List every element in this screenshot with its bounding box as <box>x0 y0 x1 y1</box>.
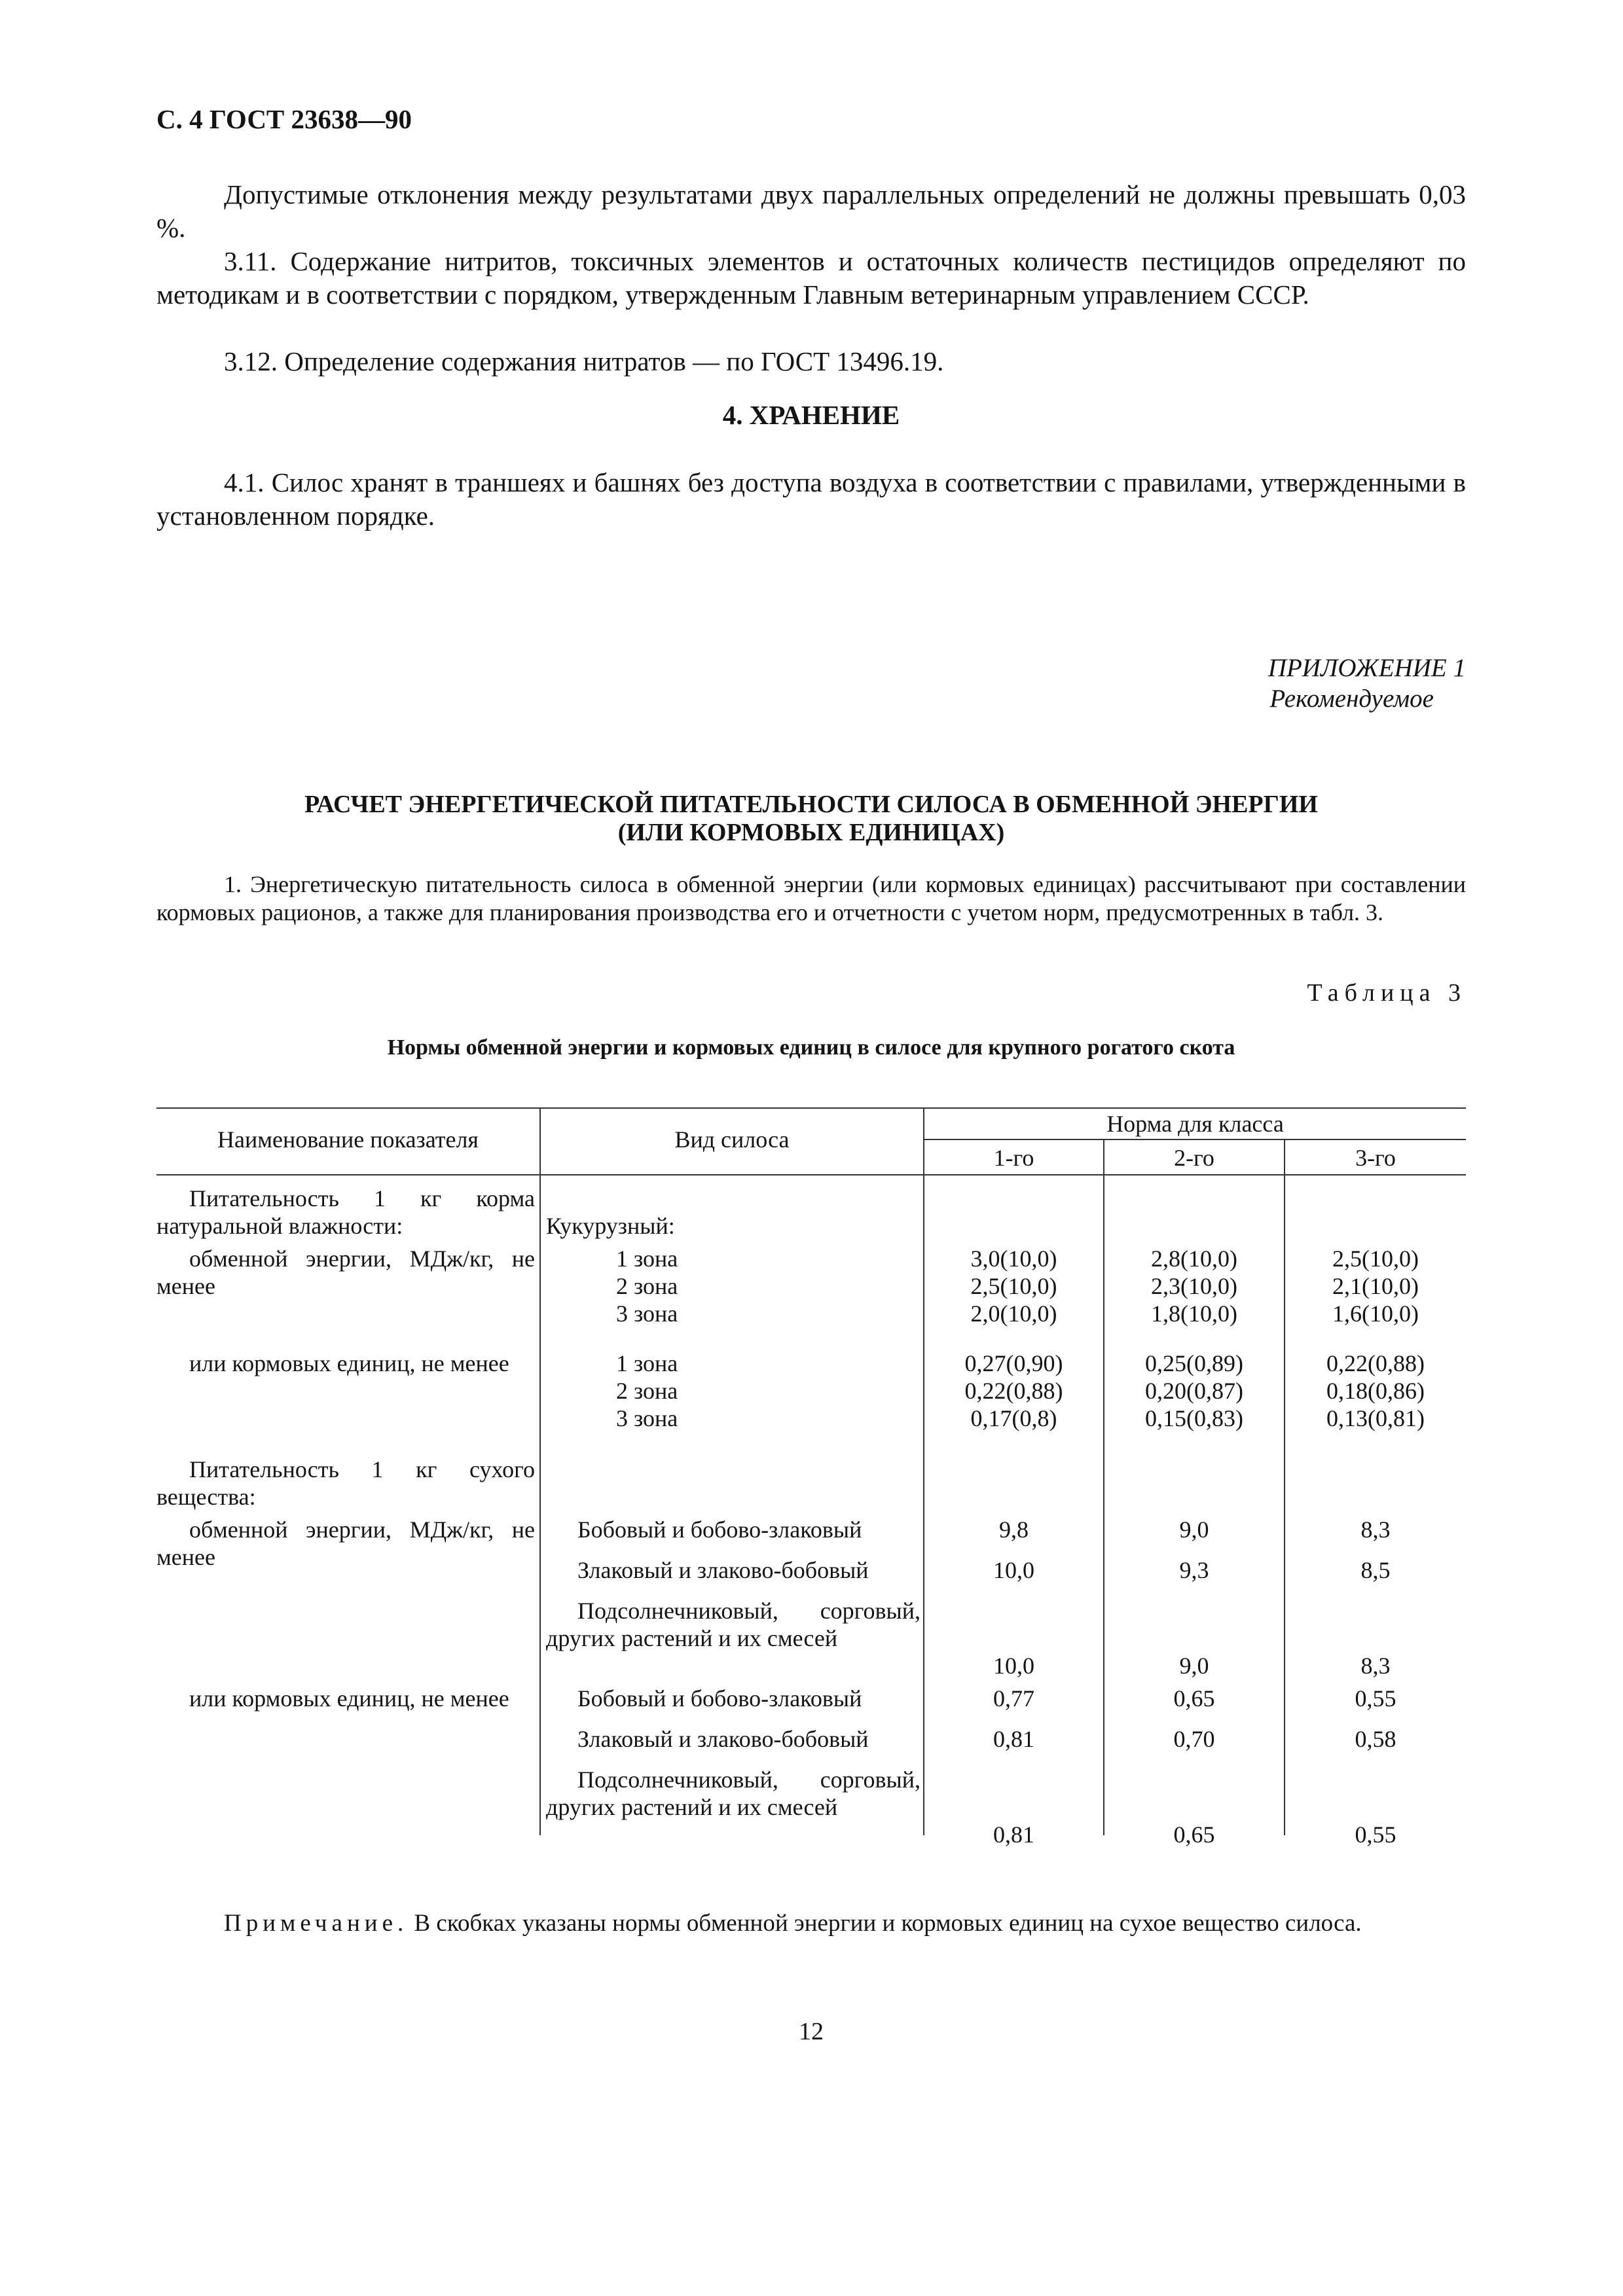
section-title-storage: 4. ХРАНЕНИЕ <box>722 400 900 430</box>
type-zone-1a: 1 зона <box>616 1246 678 1272</box>
header-indicator: Наименование показателя <box>217 1126 479 1153</box>
value-cell: 0,25(0,89) <box>1145 1350 1243 1376</box>
table-number: Таблица 3 <box>1307 979 1467 1007</box>
page-header: С. 4 ГОСТ 23638—90 <box>156 104 412 134</box>
value-cell: 0,13(0,81) <box>1326 1405 1425 1431</box>
appendix-paragraph-1: 1. Энергетическую питательность силоса в обменной энергии (или кормовых единицах) рассчитывают при составлении кормовых рационов, а также для планирования производства его и отчетности с учетом норм, предусмотренных в табл. 3. <box>156 871 1466 925</box>
page-number: 12 <box>799 2018 824 2045</box>
value-cell: 0,27(0,90) <box>964 1350 1063 1376</box>
indicator-fresh-energy: обменной энергии, МДж/кг, не менее <box>156 1246 535 1299</box>
type-grass-a: Злаковый и злаково-бобовый <box>577 1557 869 1583</box>
note-text: В скобках указаны нормы обменной энергии и кормовых единиц на сухое вещество силоса. <box>414 1910 1362 1937</box>
value-cell: 0,77 <box>993 1685 1034 1712</box>
value-cell: 0,81 <box>993 1726 1034 1752</box>
value-cell: 0,81 <box>993 1821 1034 1848</box>
type-zone-2a: 2 зона <box>616 1273 678 1299</box>
value-cell: 3,0(10,0) <box>970 1246 1057 1272</box>
value-cell: 0,65 <box>1173 1821 1215 1848</box>
appendix-status: Рекомендуемое <box>1269 685 1434 713</box>
value-cell: 0,22(0,88) <box>1326 1350 1425 1376</box>
header-class-3: 3-го <box>1355 1145 1396 1171</box>
value-cell: 8,3 <box>1360 1516 1391 1543</box>
type-zone-3b: 3 зона <box>616 1405 678 1431</box>
paragraph-deviation: Допустимые отклонения между результатами двух параллельных определений не должны превышать 0,03 %. <box>156 179 1466 243</box>
norms-table <box>156 1107 1466 1848</box>
type-grass-b: Злаковый и злаково-бобовый <box>577 1726 869 1752</box>
type-sunflower-a: Подсолнечниковый, сорговый, других растений и их смесей <box>546 1598 921 1651</box>
header-bottom-line <box>156 1174 1466 1175</box>
paragraph-3-11: 3.11. Содержание нитритов, токсичных элементов и остаточных количеств пестицидов определяют по методикам и в соответствии с порядком, утвержденным Главным ветеринарным управлением СССР. <box>156 246 1466 310</box>
value-cell: 2,0(10,0) <box>970 1300 1057 1327</box>
value-cell: 10,0 <box>993 1557 1034 1583</box>
value-cell: 9,3 <box>1179 1557 1209 1583</box>
value-cell: 2,5(10,0) <box>1332 1246 1419 1272</box>
value-cell: 8,3 <box>1360 1653 1391 1679</box>
value-cell: 0,55 <box>1355 1685 1396 1712</box>
indicator-dry: Питательность 1 кг сухого вещества: <box>156 1456 535 1510</box>
value-cell: 2,5(10,0) <box>970 1273 1057 1299</box>
table-note <box>156 1908 1466 1939</box>
value-cell: 0,70 <box>1173 1726 1215 1752</box>
header-class-1: 1-го <box>993 1145 1034 1171</box>
type-legume-a: Бобовый и бобово-злаковый <box>577 1516 862 1543</box>
value-cell: 8,5 <box>1360 1557 1391 1583</box>
type-legume-b: Бобовый и бобово-злаковый <box>577 1685 862 1712</box>
paragraph-3-12: 3.12. Определение содержания нитратов — по ГОСТ 13496.19. <box>224 346 944 376</box>
value-cell: 9,0 <box>1179 1516 1209 1543</box>
type-corn: Кукурузный: <box>546 1213 675 1239</box>
value-cell: 0,17(0,8) <box>970 1405 1057 1431</box>
value-cell: 0,20(0,87) <box>1145 1378 1243 1404</box>
type-zone-1b: 1 зона <box>616 1350 678 1376</box>
value-cell: 0,15(0,83) <box>1145 1405 1243 1431</box>
table-title: Нормы обменной энергии и кормовых единиц в силосе для крупного рогатого скота <box>387 1035 1235 1060</box>
appendix-label: ПРИЛОЖЕНИЕ 1 <box>1267 654 1466 682</box>
header-class-2: 2-го <box>1174 1145 1214 1171</box>
value-cell: 1,6(10,0) <box>1332 1300 1419 1327</box>
note-label: Примечание. <box>224 1910 409 1937</box>
value-cell: 1,8(10,0) <box>1151 1300 1237 1327</box>
value-cell: 10,0 <box>993 1653 1034 1679</box>
type-sunflower-b: Подсолнечниковый, сорговый, других растений и их смесей <box>546 1767 921 1820</box>
value-cell: 2,8(10,0) <box>1151 1246 1237 1272</box>
value-cell: 0,55 <box>1355 1821 1396 1848</box>
value-cell: 0,65 <box>1173 1685 1215 1712</box>
value-cell: 0,58 <box>1355 1726 1396 1752</box>
appendix-title-line1: РАСЧЕТ ЭНЕРГЕТИЧЕСКОЙ ПИТАТЕЛЬНОСТИ СИЛОСА В ОБМЕННОЙ ЭНЕРГИИ <box>304 791 1318 818</box>
value-cell: 9,0 <box>1179 1653 1209 1679</box>
type-zone-2b: 2 зона <box>616 1378 678 1404</box>
indicator-fresh: Питательность 1 кг корма натуральной влажности: <box>156 1185 535 1239</box>
header-silage-type: Вид силоса <box>674 1126 790 1153</box>
value-cell: 0,22(0,88) <box>964 1378 1063 1404</box>
column-line-1 <box>539 1107 541 1835</box>
paragraph-4-1: 4.1. Силос хранят в траншеях и башнях без доступа воздуха в соответствии с правилами, утвержденными в установленном порядке. <box>156 467 1466 531</box>
header-norm: Норма для класса <box>1106 1111 1284 1137</box>
table-top-line <box>156 1107 1466 1109</box>
indicator-dry-feed-units: или кормовых единиц, не менее <box>189 1685 509 1712</box>
value-cell: 2,3(10,0) <box>1151 1273 1237 1299</box>
indicator-fresh-feed-units: или кормовых единиц, не менее <box>189 1350 509 1376</box>
appendix-title-line2: (ИЛИ КОРМОВЫХ ЕДИНИЦАХ) <box>617 819 1005 846</box>
value-cell: 2,1(10,0) <box>1332 1273 1419 1299</box>
value-cell: 9,8 <box>999 1516 1029 1543</box>
value-cell: 0,18(0,86) <box>1326 1378 1425 1404</box>
type-zone-3a: 3 зона <box>616 1300 678 1327</box>
indicator-dry-energy: обменной энергии, МДж/кг, не менее <box>156 1516 535 1570</box>
header-divider <box>923 1139 1466 1140</box>
